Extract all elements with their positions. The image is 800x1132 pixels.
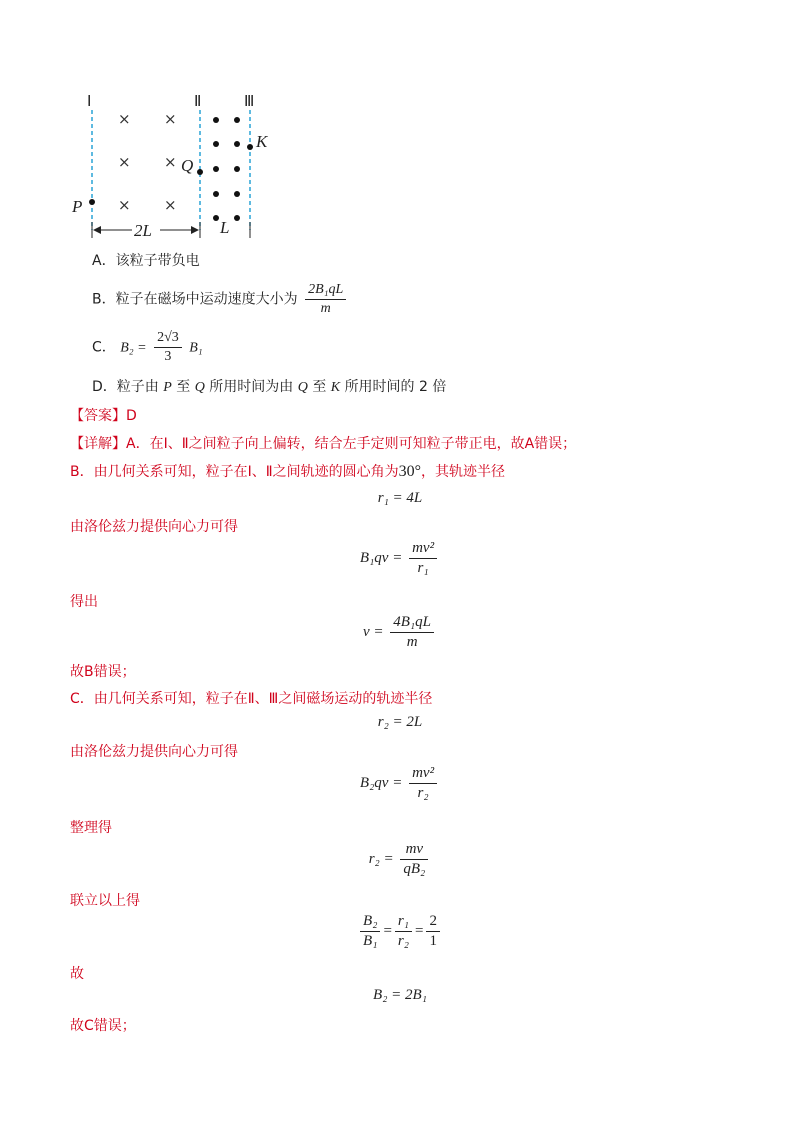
equation-ratio: $\frac{\text{B₂}}{\text{B₁}}$ = $\frac{\text{r₁}}{\text{r₂}}$ = $\frac{2}{1}$	[0, 913, 800, 950]
fraction-numerator: mv²	[409, 765, 437, 784]
option-c-lhs: B₂ =	[120, 340, 147, 356]
fraction-numerator: mv²	[409, 540, 437, 559]
option-c-denominator: 3	[164, 349, 172, 364]
equation-lhs: B₁qv =	[359, 549, 403, 566]
field-cross: ×	[164, 110, 177, 128]
boundary-label-3: Ⅲ	[244, 94, 255, 110]
point-p	[89, 199, 95, 205]
option-a: A．该粒子带负电	[92, 253, 200, 269]
equation-fraction	[360, 913, 380, 950]
field-dot	[234, 117, 240, 123]
option-c-prefix: C．	[92, 339, 116, 356]
field-dot	[213, 166, 219, 172]
option-b-denominator: m	[320, 301, 331, 316]
option-d-q: Q	[297, 380, 308, 395]
fraction-denominator: m	[406, 634, 418, 650]
option-d-text: 所用时间的 2 倍	[344, 379, 447, 395]
boundary-label-1: Ⅰ	[87, 94, 92, 110]
equation-lhs: r₂ =	[368, 850, 394, 867]
label-q: Q	[181, 156, 194, 175]
equation-fraction	[400, 841, 428, 878]
option-d-q: Q	[194, 380, 205, 395]
equation-r2-derived	[0, 841, 800, 878]
explain-line: 故B错误；	[70, 664, 136, 680]
option-c-numerator: 2√3	[154, 330, 182, 348]
fraction-denominator: qB₂	[403, 861, 426, 877]
point-q	[197, 169, 203, 175]
label-k: K	[256, 132, 268, 151]
equation-r1: r₁ = 4L	[377, 490, 423, 506]
fraction-numerator: 4B₁qL	[390, 614, 434, 633]
width-label: 2L	[134, 221, 152, 240]
field-dot	[213, 141, 219, 147]
option-d	[92, 376, 446, 396]
field-cross: ×	[118, 153, 131, 171]
option-c-rhs: B₁	[189, 340, 203, 356]
field-cross: ×	[164, 196, 177, 214]
option-b-fraction	[305, 282, 346, 317]
explain-line: 联立以上得	[70, 893, 140, 909]
field-dot	[234, 141, 240, 147]
field-cross: ×	[118, 110, 131, 128]
option-d-p: P	[163, 380, 172, 395]
equation-lorentz-1	[0, 540, 800, 577]
option-b-numerator: 2B₁qL	[305, 282, 346, 300]
fraction-denominator: B₁	[363, 933, 378, 949]
fraction-numerator: B₂	[360, 913, 380, 932]
explain-text: B．由几何关系可知，粒子在Ⅰ、Ⅱ之间轨迹的圆心角为	[70, 464, 399, 480]
explain-line: 故	[70, 966, 84, 982]
option-c	[92, 330, 203, 365]
option-d-k: K	[330, 380, 341, 395]
point-k	[247, 144, 253, 150]
magnetic-field-diagram	[60, 90, 290, 250]
explain-text: ，其轨迹半径	[421, 464, 506, 480]
arrow-head-left	[93, 226, 101, 234]
equation-fraction	[426, 913, 440, 950]
label-p: P	[72, 197, 83, 216]
option-d-text: D．粒子由	[92, 379, 159, 395]
equation-lorentz-2	[0, 765, 800, 802]
arrow-head-right	[191, 226, 199, 234]
option-b	[92, 282, 349, 317]
field-cross: ×	[118, 196, 131, 214]
explain-line-c: C．由几何关系可知，粒子在Ⅱ、Ⅲ之间磁场运动的轨迹半径	[70, 691, 433, 707]
fraction-denominator: r₁	[417, 560, 429, 576]
option-d-text: 至	[176, 379, 191, 395]
field-dot	[234, 215, 240, 221]
explain-line: 由洛伦兹力提供向心力可得	[70, 519, 238, 535]
equation-lhs: v =	[362, 623, 384, 640]
angle-value: 30°	[398, 463, 422, 480]
equation-fraction	[390, 614, 434, 651]
label-l: L	[220, 218, 230, 237]
option-d-text: 至	[312, 379, 327, 395]
explain-line-a: 【详解】A．在Ⅰ、Ⅱ之间粒子向上偏转，结合左手定则可知粒子带正电，故A错误；	[70, 436, 577, 452]
fraction-numerator: 2	[426, 913, 440, 932]
fraction-numerator: mv	[400, 841, 428, 860]
field-dot	[213, 215, 219, 221]
field-dot	[234, 166, 240, 172]
equation-fraction	[409, 765, 437, 802]
explain-line-b	[70, 461, 505, 481]
field-dot	[213, 191, 219, 197]
equation-lhs: B₂qv =	[359, 774, 403, 791]
field-dot	[213, 117, 219, 123]
option-b-prefix: B．粒子在磁场中运动速度大小为	[92, 291, 298, 308]
fraction-denominator: r₂	[417, 785, 429, 801]
fraction-denominator: r₂	[397, 933, 409, 949]
explain-line: 得出	[70, 594, 98, 610]
equation-b2: B₂ = 2B₁	[373, 987, 427, 1003]
boundary-label-2: Ⅱ	[194, 94, 202, 110]
option-d-text: 所用时间为由	[209, 379, 294, 395]
explain-line: 整理得	[70, 820, 112, 836]
field-cross: ×	[164, 153, 177, 171]
equation-r2: r₂ = 2L	[377, 714, 423, 730]
fraction-numerator: r₁	[395, 913, 412, 932]
equation-fraction	[395, 913, 412, 950]
field-dot	[234, 191, 240, 197]
answer-label: 【答案】D	[70, 408, 137, 424]
option-c-fraction	[154, 330, 182, 365]
equation-v	[0, 614, 800, 651]
explain-line: 故C错误；	[70, 1018, 136, 1034]
explain-line: 由洛伦兹力提供向心力可得	[70, 744, 238, 760]
fraction-denominator: 1	[429, 933, 437, 949]
equation-fraction	[409, 540, 437, 577]
